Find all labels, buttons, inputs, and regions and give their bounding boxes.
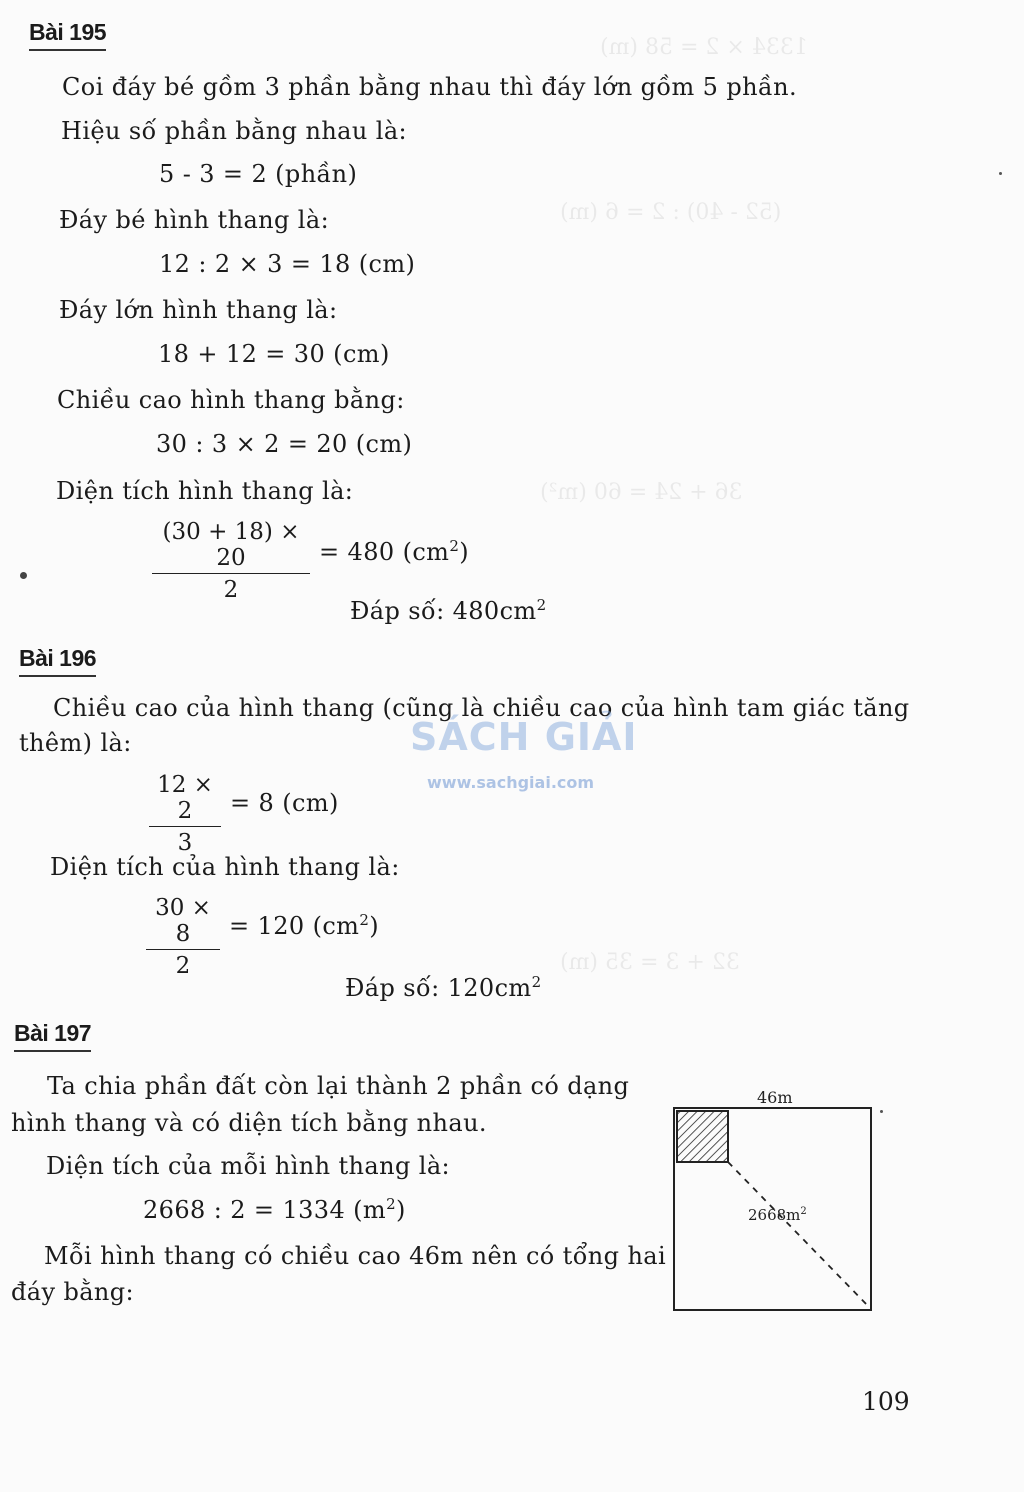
watermark-url: www.sachgiai.com xyxy=(427,773,595,792)
text-line: Mỗi hình thang có chiều cao 46m nên có tổng hai xyxy=(44,1242,667,1270)
fraction-area-195 xyxy=(152,519,310,603)
fraction-denominator: 2 xyxy=(223,577,239,603)
result-text: = 480 (cm xyxy=(319,538,450,566)
fraction-result: = 8 (cm) xyxy=(230,789,339,817)
text-line: Chiều cao hình thang bằng: xyxy=(57,386,405,414)
math-line: 30 : 3 × 2 = 20 (cm) xyxy=(156,430,413,458)
result-text: = 120 (cm xyxy=(229,912,360,940)
superscript: 2 xyxy=(449,537,460,555)
watermark-brand: SÁCH GIẢI xyxy=(410,715,638,759)
math-line: 12 : 2 × 3 = 18 (cm) xyxy=(159,250,416,278)
land-plot-figure xyxy=(660,1080,890,1325)
fraction-height-196 xyxy=(149,772,221,856)
text-line: Diện tích hình thang là: xyxy=(56,477,354,505)
scan-speck xyxy=(999,172,1002,175)
page-number: 109 xyxy=(862,1387,910,1416)
superscript: 2 xyxy=(359,911,370,929)
superscript: 2 xyxy=(386,1195,397,1213)
fraction-result xyxy=(229,912,379,940)
superscript: 2 xyxy=(531,973,542,991)
fraction-numerator: (30 + 18) × 20 xyxy=(152,519,310,574)
text-line: Ta chia phần đất còn lại thành 2 phần có dạng xyxy=(47,1072,630,1100)
fraction-denominator: 3 xyxy=(177,830,193,856)
result-close: ) xyxy=(369,912,380,940)
math-close: ) xyxy=(396,1196,406,1224)
math-line: 5 - 3 = 2 (phần) xyxy=(159,160,358,188)
answer-196 xyxy=(345,974,542,1002)
hatched-square xyxy=(677,1111,728,1162)
area-label: $2668m^2$ xyxy=(748,1206,807,1224)
answer-text: Đáp số: 120cm xyxy=(345,974,532,1002)
section-heading-197: Bài 197 xyxy=(14,1020,91,1052)
text-line: Đáy lớn hình thang là: xyxy=(59,296,338,324)
text-line: Coi đáy bé gồm 3 phần bằng nhau thì đáy lớn gồm 5 phần. xyxy=(62,73,797,101)
answer-195 xyxy=(350,597,547,625)
text-line: Diện tích của mỗi hình thang là: xyxy=(46,1152,451,1180)
fraction-numerator: 30 × 8 xyxy=(146,895,220,950)
bleed-through-text: 1334 × 2 = 58 (m) xyxy=(600,35,808,60)
fraction-area-196 xyxy=(146,895,220,979)
scan-speck xyxy=(20,572,27,579)
fraction-result xyxy=(319,538,469,566)
scan-speck xyxy=(880,1110,883,1113)
math-line xyxy=(143,1196,406,1224)
text-line: Đáy bé hình thang là: xyxy=(59,206,330,234)
text-line: đáy bằng: xyxy=(11,1278,135,1306)
math-line: 18 + 12 = 30 (cm) xyxy=(158,340,390,368)
fraction-numerator: 12 × 2 xyxy=(149,772,221,827)
section-heading-195: Bài 195 xyxy=(29,19,106,51)
text-line: thêm) là: xyxy=(19,729,132,757)
dashed-diagonal xyxy=(728,1162,870,1308)
result-close: ) xyxy=(459,538,470,566)
top-dimension-label: 46m xyxy=(757,1088,793,1107)
text-line: Hiệu số phần bằng nhau là: xyxy=(61,117,408,145)
bleed-through-text: 32 + 3 = 35 (m) xyxy=(560,950,740,975)
text-line: hình thang và có diện tích bằng nhau. xyxy=(11,1109,487,1137)
answer-text: Đáp số: 480cm xyxy=(350,597,537,625)
math-text: 2668 : 2 = 1334 (m xyxy=(143,1196,387,1224)
superscript: 2 xyxy=(536,596,547,614)
bleed-through-text: 36 + 24 = 60 (m²) xyxy=(540,480,743,505)
section-heading-196: Bài 196 xyxy=(19,645,96,677)
fraction-denominator: 2 xyxy=(175,953,191,979)
text-line: Chiều cao của hình thang (cũng là chiều cao của hình tam giác tăng xyxy=(53,694,910,722)
text-line: Diện tích của hình thang là: xyxy=(50,853,400,881)
bleed-through-text: (52 - 40) : 2 = 6 (m) xyxy=(560,200,782,225)
